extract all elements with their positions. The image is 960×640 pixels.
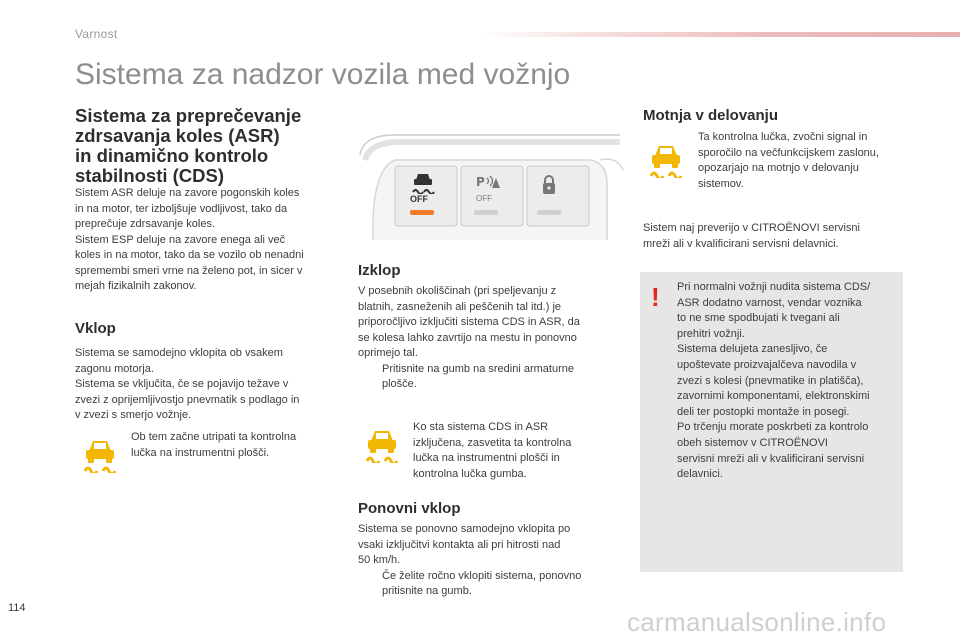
text-line: Sistema se samodejno vklopita ob vsakem	[75, 347, 283, 359]
text-line: zvezi z oprijemljivostjo pnevmatik s podlago in	[75, 393, 300, 406]
heading-line: stabilnosti (CDS)	[75, 165, 225, 186]
park-indicator-light	[474, 210, 498, 215]
header-accent-bar	[478, 32, 960, 37]
text-line: ASR dodatno varnost, vendar voznika	[677, 296, 862, 309]
text-line: sporočilo na večfunkcijskem zaslonu,	[698, 146, 879, 159]
ponovni-bullet	[358, 569, 620, 600]
park-assist-icon	[474, 172, 502, 192]
text-line: lučka na instrumentni plošči in	[413, 452, 560, 464]
vklop-paragraph	[75, 346, 345, 424]
text-line: opozarjajo na motnjo v delovanju	[698, 162, 859, 174]
text-line: sistemov.	[698, 177, 744, 190]
text-line: Pri normalni vožnji nudita sistema CDS/	[677, 281, 871, 293]
text-line: Sistem naj preverijo v CITROËNOVI servisni	[643, 222, 860, 234]
lock-indicator-light	[537, 210, 561, 215]
text-line: Sistem ASR deluje na zavore pogonskih koles	[75, 187, 300, 199]
text-line: V posebnih okoliščinah (pri speljevanju z	[358, 285, 557, 297]
text-line: Ta kontrolna lučka, zvočni signal in	[698, 131, 868, 143]
text-line: lučka na instrumentni plošči.	[131, 446, 270, 459]
text-line: v zvezi s smerjo vožnje.	[75, 409, 192, 421]
text-line: servisni mreži ali v kvalificirani servisni	[677, 452, 865, 465]
skid-warning-icon	[80, 433, 120, 473]
asr-indicator-light	[410, 210, 434, 215]
text-line: Sistema delujeta zanesljivo, če	[677, 343, 828, 356]
text-line: vsaki izključitvi kontakta ali pri hitrosti nad	[358, 538, 561, 551]
heading-line: in dinamično kontrolo	[75, 145, 269, 166]
text-line: se kolesa lahko zavrtijo na mestu in ponovno	[358, 331, 577, 344]
intro-paragraph	[75, 186, 345, 295]
text-line: Sistema se ponovno samodejno vklopita po	[358, 523, 571, 535]
heading-line: zdrsavanja koles (ASR)	[75, 125, 280, 146]
vklop-icon-text	[131, 430, 341, 461]
izklop-icon-text	[413, 420, 623, 482]
text-line: pritisnite na gumb.	[382, 585, 472, 597]
text-line: Ob tem začne utripati ta kontrolna	[131, 431, 297, 443]
ponovni-vklop-heading: Ponovni vklop	[358, 500, 461, 517]
section-label: Varnost	[75, 27, 118, 41]
text-line: to ne sme spodbujati k tvegani ali	[677, 312, 840, 325]
izklop-paragraph	[358, 284, 620, 393]
motnja-icon-text	[698, 130, 908, 192]
park-off-label: OFF	[476, 194, 492, 203]
heading-line: Sistema za preprečevanje	[75, 105, 302, 126]
text-line: spremembi smeri vrne na želeno pot, in sicer v	[75, 264, 303, 277]
text-line: in na motor, ter izboljšuje vodljivost, tako da	[75, 202, 288, 215]
warning-exclamation-icon: !	[651, 282, 660, 312]
text-line: Pritisnite na gumb na sredini armaturne	[382, 362, 574, 375]
asr-off-label: OFF	[410, 194, 428, 204]
text-line: mreži ali v kvalificirani servisni delavnici.	[643, 237, 839, 250]
motnja-heading: Motnja v delovanju	[643, 107, 779, 124]
text-line: Ko sta sistema CDS in ASR	[413, 421, 549, 433]
text-line: delavnici.	[677, 468, 723, 481]
text-line: prehitri vožnji.	[677, 327, 745, 340]
asr-cds-heading	[75, 106, 345, 186]
page-title: Sistema za nadzor vozila med vožnjo	[75, 58, 571, 91]
text-line: preprečuje zdrsavanje koles.	[75, 218, 216, 230]
fault-warning-icon	[646, 138, 686, 178]
text-line: Sistema se vključita, če se pojavijo težave v	[75, 378, 289, 390]
text-line: zvezi s kolesi (pnevmatike in platišča),	[677, 374, 864, 387]
text-line: Po trčenju morate poskrbeti za kontrolo	[677, 421, 869, 434]
watermark: carmanualsonline.info	[627, 607, 887, 637]
text-line: kontrolna lučka gumba.	[413, 467, 527, 480]
page-number: 114	[8, 602, 26, 614]
lock-icon	[540, 174, 558, 196]
text-line: izključena, zasvetita ta kontrolna	[413, 436, 572, 449]
text-line: zagonu motorja.	[75, 362, 154, 375]
text-line: obeh sistemov v CITROËNOVI	[677, 436, 828, 449]
text-line: deli ter postopki montaže in posegi.	[677, 405, 850, 418]
text-line: koles in na motor, tako da se vozilo ob nenadni	[75, 249, 304, 261]
svg-text:P: P	[476, 175, 485, 189]
text-line: Sistem ESP deluje na zavore enega ali več	[75, 233, 286, 246]
vklop-heading: Vklop	[75, 320, 116, 337]
ponovni-paragraph	[358, 522, 620, 600]
text-line: 50 km/h.	[358, 554, 401, 566]
text-line: zavornimi komponentami, elektronskimi	[677, 390, 870, 403]
warning-text	[677, 280, 899, 483]
text-line: plošče.	[382, 378, 417, 390]
text-line: mejah fizikalnih zakonov.	[75, 280, 197, 292]
text-line: priporočljivo izključiti sistema CDS in ASR, da	[358, 316, 580, 328]
motnja-paragraph	[643, 221, 905, 252]
skid-car-icon	[408, 170, 438, 194]
izklop-bullet	[358, 362, 620, 393]
text-line: oprimejo tal.	[358, 347, 418, 359]
skid-off-warning-icon	[362, 423, 402, 463]
text-line: upoštevate proizvajalčeva navodila v	[677, 358, 857, 371]
text-line: Če želite ročno vklopiti sistema, ponovno	[382, 569, 582, 582]
izklop-heading: Izklop	[358, 262, 401, 279]
text-line: blatnih, zasneženih ali peščenih tal itd.) je	[358, 300, 562, 313]
